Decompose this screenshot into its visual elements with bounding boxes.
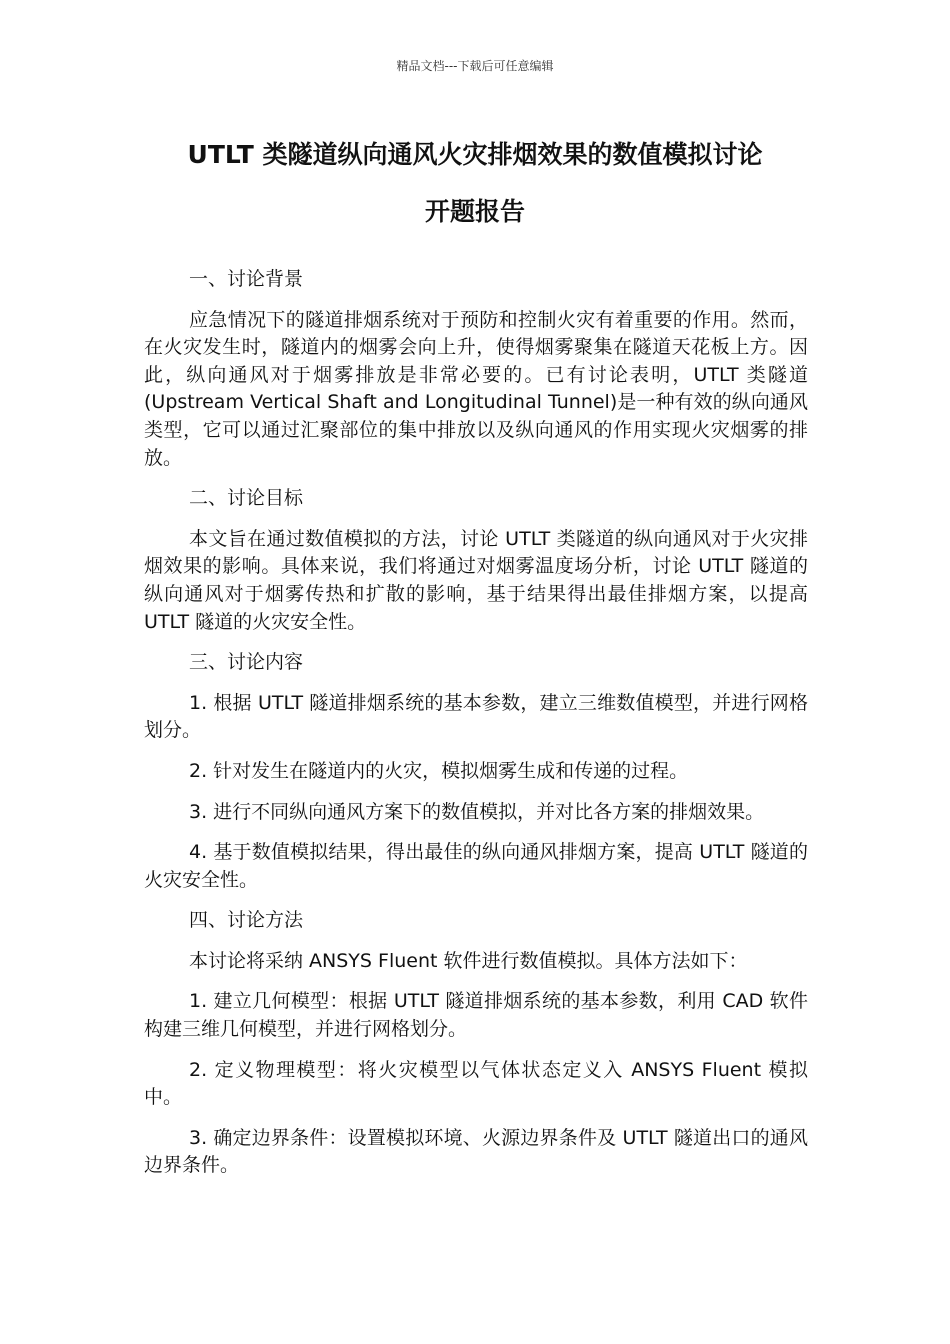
list-item-content-3: 3. 进行不同纵向通风方案下的数值模拟，并对比各方案的排烟效果。 [189, 800, 765, 823]
list-item-content-1: 1. 根据 UTLT 隧道排烟系统的基本参数，建立三维数值模型，并进行网格划分。 [144, 691, 808, 742]
paragraph-goals: 本文旨在通过数值模拟的方法，讨论 UTLT 类隧道的纵向通风对于火灾排烟效果的影响。具体来说，我们将通过对烟雾温度场分析，讨论 UTLT 隧道的纵向通风对于烟雾传热和扩散的影响，基于结果得出最佳排烟方案，以提高 UTLT 隧道的火灾安全性。 [144, 527, 808, 633]
paragraph-methods-intro: 本讨论将采纳 ANSYS Fluent 软件进行数值模拟。具体方法如下： [189, 949, 748, 972]
document-title-line-2: 开题报告 [424, 197, 525, 226]
list-item-method-1: 1. 建立几何模型：根据 UTLT 隧道排烟系统的基本参数，利用 CAD 软件构建三维几何模型，并进行网格划分。 [144, 990, 808, 1041]
section-heading-goals: 二、讨论目标 [189, 487, 304, 510]
section-heading-methods: 四、讨论方法 [189, 909, 304, 932]
paragraph-background: 应急情况下的隧道排烟系统对于预防和控制火灾有着重要的作用。然而，在火灾发生时，隧道内的烟雾会向上升，使得烟雾聚集在隧道天花板上方。因此，纵向通风对于烟雾排放是非常必要的。已有讨论表明，UTLT 类隧道(Upstream Vertical Shaft and Longitudinal Tunnel)是一种有效的纵向通风类型，它可以通过汇聚部位的集中排放以及纵向通风的作用实现火灾烟雾的排放。 [144, 308, 808, 469]
list-item-content-2: 2. 针对发生在隧道内的火灾，模拟烟雾生成和传递的过程。 [189, 759, 689, 782]
document-title-line-1: UTLT 类隧道纵向通风火灾排烟效果的数值模拟讨论 [187, 140, 763, 169]
section-heading-background: 一、讨论背景 [189, 268, 304, 290]
header-note: 精品文档---下载后可任意编辑 [396, 59, 554, 73]
document-body [144, 266, 808, 1193]
list-item-method-3: 3. 确定边界条件：设置模拟环境、火源边界条件及 UTLT 隧道出口的通风边界条件。 [144, 1126, 808, 1177]
section-heading-content: 三、讨论内容 [189, 651, 304, 674]
list-item-content-4: 4. 基于数值模拟结果，得出最佳的纵向通风排烟方案，提高 UTLT 隧道的火灾安全性。 [144, 841, 808, 891]
list-item-method-2: 2. 定义物理模型：将火灾模型以气体状态定义入 ANSYS Fluent 模拟中。 [144, 1058, 808, 1109]
